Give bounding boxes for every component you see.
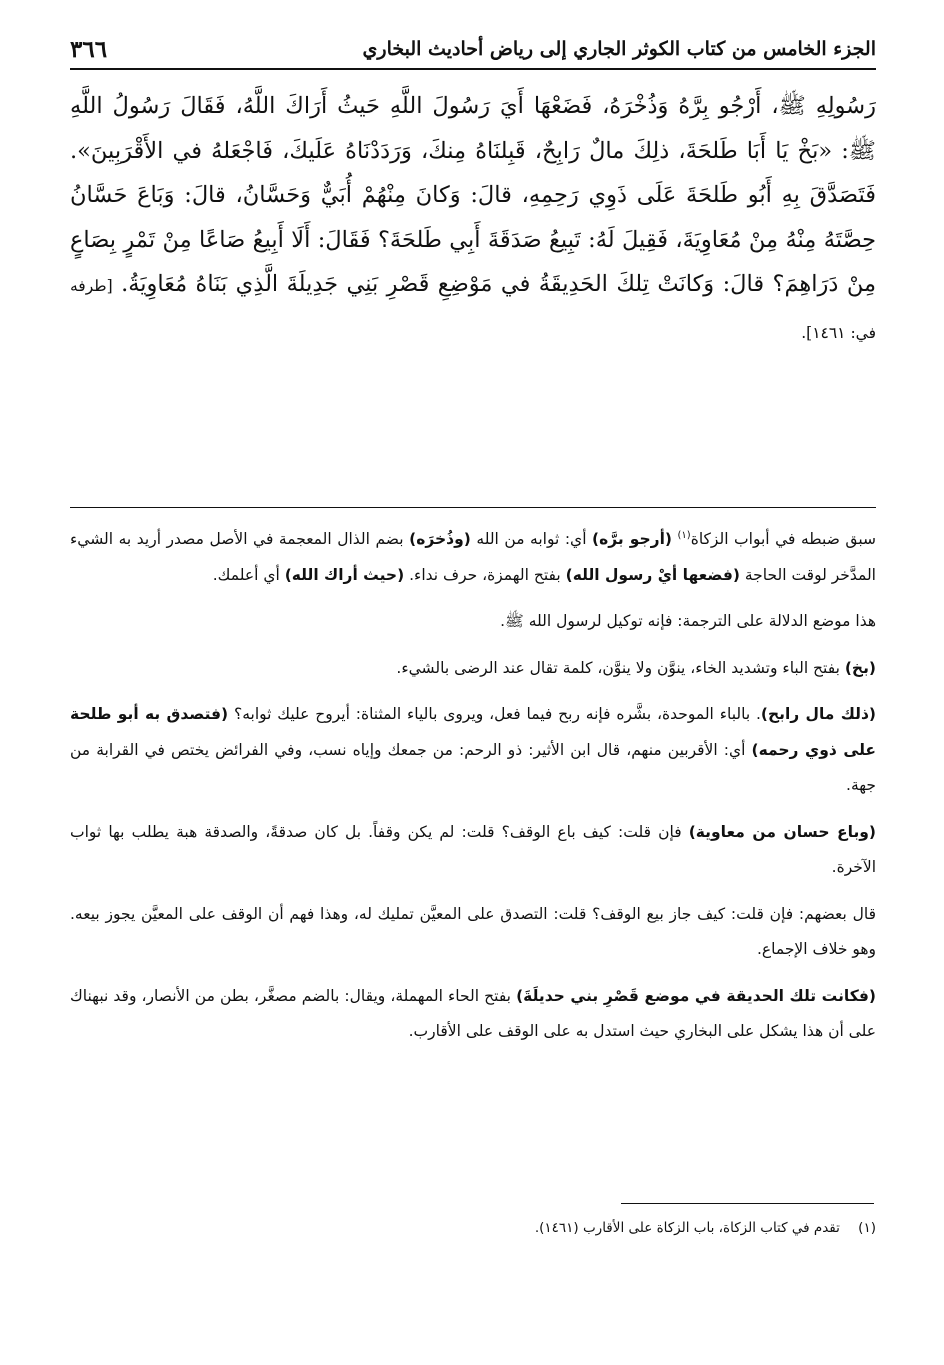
lemma: (بخ): [844, 658, 876, 677]
commentary-paragraph: [70, 604, 876, 640]
cross-reference: [طرفه في: ١٤٦١].: [70, 277, 876, 342]
commentary-paragraph: [70, 651, 876, 687]
lemma: (وذُخرَه): [409, 530, 471, 549]
commentary-text: أي أعلمك.: [212, 565, 285, 584]
lemma: (وباع حسان من معاوية): [688, 822, 877, 841]
commentary-paragraph: [70, 897, 876, 968]
commentary-text: فإن قلت: كيف باع الوقف؟ قلت: لم يكن وقفاً. بل كان صدقةً، والصدقة هبة يطلب بها ثواب الآخرة.: [70, 822, 876, 877]
running-title: الجزء الخامس من كتاب الكوثر الجاري إلى رياض أحاديث البخاري: [362, 38, 876, 60]
commentary-paragraph: [70, 815, 876, 886]
hadith-text: [70, 84, 876, 355]
hadith-body: رَسُولِهِ ﷺ، أَرْجُو بِرَّهُ وَذُخْرَهُ، فَضَعْهَا أَيَ رَسُولَ اللَّهِ حَيثُ أَرَاكَ اللَّهُ، فَقَالَ رَسُولُ اللَّهِ ﷺ: «بَخْ يَا أَبَا طَلحَةَ، ذلِكَ مالٌ رَابِحٌ، قَبِلنَاهُ مِنكَ، وَرَدَدْنَاهُ عَلَيكَ، فَاجْعَلهُ في الأَقْرَبِينَ». فَتَصَدَّقَ بِهِ أَبُو طَلحَةَ عَلَى ذَوِي رَحِمِهِ، قالَ: وَكانَ مِنْهُمْ أُبَيٌّ وَحَسَّانُ، قالَ: وَبَاعَ حَسَّانُ حِصَّتَهُ مِنْهُ مِنْ مُعَاوِيَةَ، فَقِيلَ لَهُ: تَبِيعُ صَدَقَةَ أَبِي طَلحَةَ؟ فَقَالَ: أَلَا أَبِيعُ صَاعًا مِنْ تَمْرٍ بِصَاعٍ مِنْ دَرَاهِمَ؟ قالَ: وَكانَتْ تِلكَ الحَدِيقَةُ في مَوْضِعِ قَصْرِ بَنِي جَدِيلَةَ الَّذِي بَنَاهُ مُعَاوِيَةُ.: [70, 93, 876, 297]
footnote-marker: (١): [677, 530, 691, 541]
lemma: (ذلك مال رابح): [760, 705, 876, 724]
commentary-text: أي: ثوابه من الله: [470, 530, 593, 549]
footnote-divider: [621, 1203, 874, 1204]
lemma: (فكانت تلك الحديقة في موضع قَصْرِ بني حديلَةَ): [516, 986, 876, 1005]
commentary-text: قال بعضهم: فإن قلت: كيف جاز بيع الوقف؟ قلت: التصدق على المعيَّن تمليك له، وهذا فهم أن الوقف على المعيَّن يجوز بيعه. وهو خلاف الإجماع.: [70, 904, 876, 959]
lemma: (فضعها أيْ رسول الله): [565, 565, 740, 584]
commentary-text: بفتح الباء وتشديد الخاء، ينوَّن ولا ينوَّن، كلمة تقال عند الرضى بالشيء.: [396, 658, 845, 677]
commentary-text: بفتح الهمزة، حرف نداء.: [404, 565, 566, 584]
commentary-paragraph: [70, 697, 876, 804]
page-number: ٣٦٦: [70, 35, 108, 63]
commentary-text: . بالباء الموحدة، بشَّره فإنه ربح فيما فعل، ويروى بالياء المثناة: أيروح عليك ثوابه؟: [228, 705, 761, 724]
lemma: (فتصدق به أبو طلحة على ذوي رحمه): [70, 705, 876, 759]
footnote-number: (١): [858, 1220, 876, 1236]
commentary-text: بضم الذال المعجمة في الأصل مصدر أريد به الشيء المدَّخر لوقت الحاجة: [70, 530, 876, 584]
lemma: (حيث أراك الله): [284, 565, 405, 584]
lemma: (أرجو برَّه): [592, 530, 672, 549]
commentary-text: أي: الأقربين منهم، قال ابن الأثير: ذو الرحم: من جمعك وإياه نسب، وفي الفرائض يختص في القرابة من جهة.: [70, 740, 876, 795]
commentary-paragraph: [70, 979, 876, 1050]
footnote-text: تقدم في كتاب الزكاة، باب الزكاة على الأقارب (١٤٦١).: [534, 1220, 840, 1236]
commentary: [70, 518, 876, 1061]
commentary-divider: [70, 507, 876, 508]
footnote: [70, 1213, 876, 1243]
commentary-paragraph: [70, 518, 876, 593]
commentary-text: هذا موضع الدلالة على الترجمة: فإنه توكيل لرسول الله ﷺ.: [500, 612, 876, 631]
page-header: [70, 30, 876, 70]
commentary-text: بفتح الحاء المهملة، ويقال: بالضم مصغَّر، بطن من الأنصار، وقد نبهناك على أن هذا يشكل على البخاري حيث استدل به على الوقف على الأقارب.: [70, 986, 876, 1041]
commentary-text: سبق ضبطه في أبواب الزكاة: [690, 530, 876, 549]
